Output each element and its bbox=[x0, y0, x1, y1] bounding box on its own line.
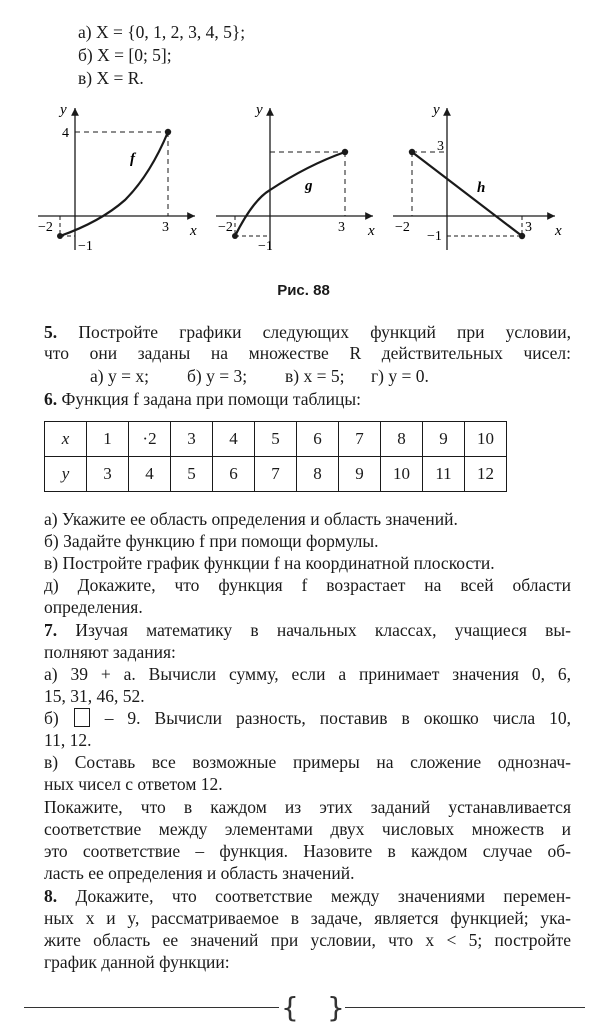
endpoint bbox=[57, 233, 63, 239]
function-table bbox=[44, 421, 507, 492]
footer-rule-left bbox=[24, 1007, 279, 1008]
task-number: 7. bbox=[44, 620, 58, 640]
axis-label: x bbox=[190, 223, 197, 239]
table-cell: 12 bbox=[465, 457, 507, 492]
task8-line3: жите область ее значений при условии, что x < 5; постройте bbox=[44, 930, 571, 950]
tick-label: −2 bbox=[38, 220, 53, 235]
line-h bbox=[412, 152, 522, 236]
axis-label: x bbox=[368, 223, 375, 239]
task8-line2: ных x и y, рассматриваемое в задаче, является функцией; ука- bbox=[44, 908, 571, 928]
endpoint bbox=[409, 149, 415, 155]
task7-c1: в) Составь все возможные примеры на сложение однознач- bbox=[44, 752, 571, 772]
task5-line2: что они заданы на множестве R действительных чисел: bbox=[44, 343, 571, 363]
table-cell: 3 bbox=[171, 422, 213, 457]
axis-label: y bbox=[433, 102, 440, 118]
task8-line1: 8. Докажите, что соответствие между значениями перемен- bbox=[44, 886, 572, 906]
figure-caption: Рис. 88 bbox=[277, 282, 330, 299]
task5-line1: 5. Постройте графики следующих функций при условии, bbox=[44, 322, 572, 342]
task7-p3: это соответствие – функция. Назовите в каждом случае об- bbox=[44, 841, 571, 861]
table-cell: 11 bbox=[423, 457, 465, 492]
function-label: h bbox=[477, 180, 486, 196]
task5-option: г) y = 0. bbox=[371, 366, 429, 386]
task7-b1: б) – 9. Вычисли разность, поставив в окошко числа 10, bbox=[44, 708, 572, 728]
table-cell: ·2 bbox=[129, 422, 171, 457]
task7-c2: ных чисел с ответом 12. bbox=[44, 774, 223, 794]
table-header: y bbox=[45, 457, 87, 492]
table-cell: 8 bbox=[381, 422, 423, 457]
table-header: x bbox=[45, 422, 87, 457]
tick-label: 4 bbox=[62, 126, 69, 141]
intro-option-b: б) X = [0; 5]; bbox=[78, 45, 172, 65]
table-cell: 8 bbox=[297, 457, 339, 492]
task6-header: 6. Функция f задана при помощи таблицы: bbox=[44, 389, 362, 409]
task7-line2: полняют задания: bbox=[44, 642, 176, 662]
graph-h bbox=[385, 100, 575, 270]
tick-label: −1 bbox=[427, 229, 442, 244]
table-cell: 9 bbox=[339, 457, 381, 492]
task6-item: д) Докажите, что функция f возрастает на всей области bbox=[44, 575, 571, 595]
table-cell: 9 bbox=[423, 422, 465, 457]
tick-label: 3 bbox=[525, 220, 532, 235]
axis-label: y bbox=[256, 102, 263, 118]
table-cell: 10 bbox=[381, 457, 423, 492]
endpoint bbox=[342, 149, 348, 155]
tick-label: −2 bbox=[218, 220, 233, 235]
table-cell: 6 bbox=[297, 422, 339, 457]
tick-label: 3 bbox=[338, 220, 345, 235]
axis-label: y bbox=[60, 102, 67, 118]
task7-p4: ласть ее определения и область значений. bbox=[44, 863, 355, 883]
tick-label: −1 bbox=[78, 239, 93, 254]
task7-a1: а) 39 + a. Вычисли сумму, если a принимает значения 0, 6, bbox=[44, 664, 571, 684]
table-cell: 5 bbox=[171, 457, 213, 492]
task7-b2: 11, 12. bbox=[44, 730, 92, 750]
tick-label: 3 bbox=[437, 139, 444, 154]
table-cell: 1 bbox=[87, 422, 129, 457]
task6-item: определения. bbox=[44, 597, 143, 617]
task6-item: б) Задайте функцию f при помощи формулы. bbox=[44, 531, 379, 551]
table-cell: 7 bbox=[339, 422, 381, 457]
table-row bbox=[45, 457, 507, 492]
tick-label: −1 bbox=[258, 239, 273, 254]
footer-bracket-left: { bbox=[281, 991, 299, 1024]
intro-option-c: в) X = R. bbox=[78, 68, 144, 88]
curve-f bbox=[60, 132, 168, 236]
endpoint bbox=[165, 129, 171, 135]
task-number: 6. bbox=[44, 389, 58, 409]
task8-line4: график данной функции: bbox=[44, 952, 230, 972]
table-cell: 7 bbox=[255, 457, 297, 492]
task-number: 8. bbox=[44, 886, 58, 906]
task7-p2: соответствие между элементами двух числовых множеств и bbox=[44, 819, 571, 839]
tick-label: 3 bbox=[162, 220, 169, 235]
curve-g bbox=[235, 152, 345, 236]
tick-label: −2 bbox=[395, 220, 410, 235]
task5-option: б) y = 3; bbox=[187, 366, 248, 386]
empty-box bbox=[74, 708, 90, 727]
task-number: 5. bbox=[44, 322, 58, 342]
table-cell: 5 bbox=[255, 422, 297, 457]
graph-g bbox=[208, 100, 388, 270]
table-cell: 4 bbox=[129, 457, 171, 492]
task5-option: а) y = x; bbox=[90, 366, 149, 386]
function-label: g bbox=[305, 178, 313, 194]
table-cell: 4 bbox=[213, 422, 255, 457]
graph-f bbox=[30, 100, 210, 270]
task5-option: в) x = 5; bbox=[285, 366, 345, 386]
footer-rule-right bbox=[345, 1007, 585, 1008]
table-row bbox=[45, 422, 507, 457]
table-cell: 10 bbox=[465, 422, 507, 457]
task7-p1: Покажите, что в каждом из этих заданий устанавливается bbox=[44, 797, 571, 817]
axis-label: x bbox=[555, 223, 562, 239]
footer-bracket-right: } bbox=[327, 991, 345, 1024]
table-cell: 6 bbox=[213, 457, 255, 492]
intro-option-a: а) X = {0, 1, 2, 3, 4, 5}; bbox=[78, 22, 246, 42]
table-cell: 3 bbox=[87, 457, 129, 492]
task6-item: в) Постройте график функции f на координатной плоскости. bbox=[44, 553, 495, 573]
task7-line1: 7. Изучая математику в начальных классах, учащиеся вы- bbox=[44, 620, 572, 640]
function-label: f bbox=[130, 151, 135, 167]
task7-a2: 15, 31, 46, 52. bbox=[44, 686, 145, 706]
task6-item: а) Укажите ее область определения и область значений. bbox=[44, 509, 458, 529]
